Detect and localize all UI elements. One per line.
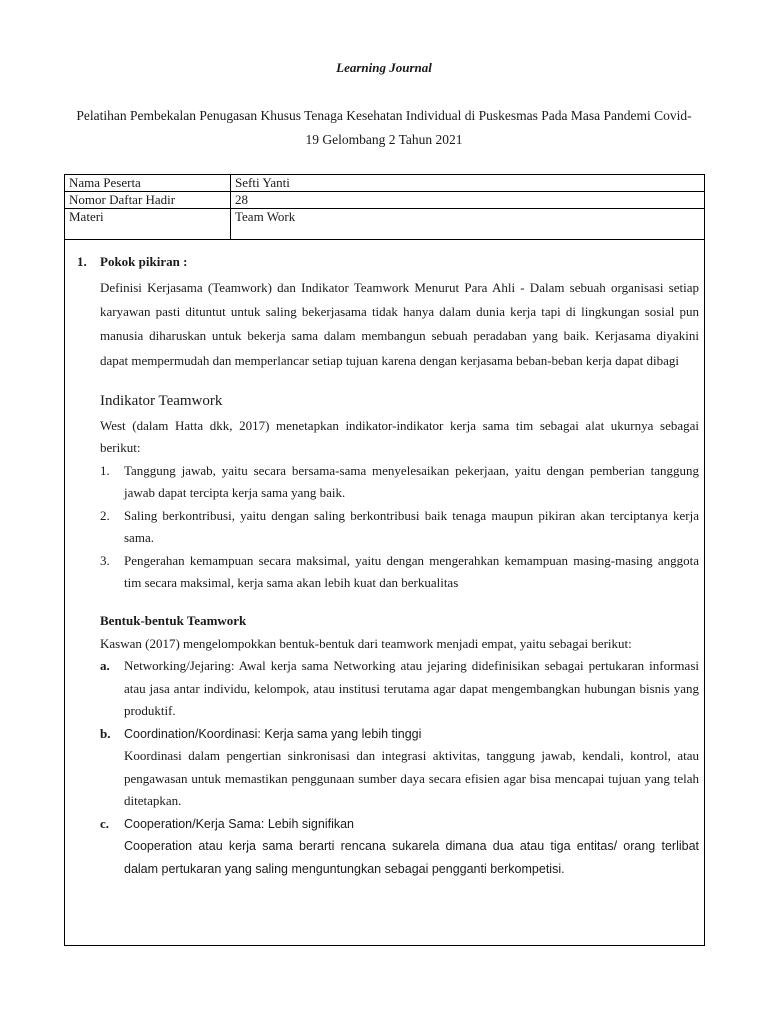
content-body (77, 254, 699, 880)
section-heading (77, 254, 699, 276)
document-title: Learning Journal (336, 60, 432, 75)
table-row (65, 209, 705, 240)
list-item (100, 505, 699, 550)
list-number: 3. (100, 552, 110, 568)
info-label: Nomor Daftar Hadir (65, 192, 231, 209)
list-item (100, 723, 699, 813)
list-letter: b. (100, 725, 111, 741)
list-item (100, 460, 699, 505)
info-value: 28 (231, 192, 705, 209)
list-detail: Cooperation atau kerja sama berarti rencana sukarela dimana dua atau tiga entitas/ orang terlibat dalam pertukaran yang saling menguntungkan sebagai pengganti berkompetisi. (124, 839, 699, 876)
list-letter: c. (100, 815, 110, 831)
list-text: Pengerahan kemampuan secara maksimal, yaitu dengan mengerahkan kemampuan masing-masing anggota tim secara maksimal, kerja sama akan lebih kuat dan berkualitas (124, 552, 699, 591)
content-box (64, 240, 705, 946)
list-item (100, 655, 699, 723)
list-detail: Koordinasi dalam pengertian sinkronisasi dan integrasi aktivitas, tanggung jawab, kendali, kontrol, atau pengawasan untuk memastikan penggunaan sumber daya secara efisien agar bisa mencapai tujuan yang telah ditetapkan. (124, 748, 699, 809)
indikator-intro: West (dalam Hatta dkk, 2017) menetapkan indikator-indikator kerja sama tim sebagai alat ukurnya sebagai berikut: (100, 417, 699, 456)
section-number: 1. (77, 254, 87, 269)
list-text: Saling berkontribusi, yaitu dengan saling berkontribusi baik tenaga maupun pikiran akan terciptanya kerja sama. (124, 507, 699, 546)
info-value: Sefti Yanti (231, 175, 705, 192)
list-text: Coordination/Koordinasi: Kerja sama yang lebih tinggi (124, 726, 422, 741)
list-text: Networking/Jejaring: Awal kerja sama Networking atau jejaring didefinisikan sebagai pertukaran informasi atau jasa antar individu, kelompok, atau institusi terutama agar dapat mengembangkan hubungan bisnis yang produktif. (124, 658, 699, 719)
list-number: 1. (100, 462, 110, 478)
bentuk-block (100, 633, 699, 881)
list-text: Cooperation/Kerja Sama: Lebih signifikan (124, 816, 354, 831)
document-subtitle: Pelatihan Pembekalan Penugasan Khusus Tenaga Kesehatan Individual di Puskesmas Pada Masa Pandemi Covid-19 Gelombang 2 Tahun 2021 (76, 108, 692, 147)
list-letter: a. (100, 658, 110, 674)
indikator-heading: Indikator Teamwork (100, 392, 223, 409)
bentuk-intro: Kaswan (2017) mengelompokkan bentuk-bentuk dari teamwork menjadi empat, yaitu sebagai berikut: (100, 635, 632, 651)
list-item (100, 813, 699, 881)
participant-info-table (64, 174, 705, 240)
list-number: 2. (100, 507, 110, 523)
info-label: Materi (65, 209, 231, 240)
info-label: Nama Peserta (65, 175, 231, 192)
indikator-block (100, 415, 699, 595)
list-text: Tanggung jawab, yaitu secara bersama-sama menyelesaikan pekerjaan, yaitu dengan pemberian tanggung jawab dapat tercipta kerja sama yang baik. (124, 462, 699, 501)
table-row (65, 192, 705, 209)
bentuk-heading: Bentuk-bentuk Teamwork (100, 612, 247, 628)
section-title: Pokok pikiran : (100, 254, 188, 269)
list-item (100, 550, 699, 595)
table-row (65, 175, 705, 192)
section-paragraph: Definisi Kerjasama (Teamwork) dan Indikator Teamwork Menurut Para Ahli - Dalam sebuah organisasi setiap karyawan pasti dituntut untuk saling bekerjasama tidak hanya dalam dunia kerja tapi di lingkungan sosial pun manusia diharuskan untuk bekerja sama dalam membangun sebuah peradaban yang baik. Kerjasama diyakini dapat mempermudah dan memperlancar setiap tujuan karena dengan kerjasama beban-beban kerja dapat dibagi (100, 280, 699, 368)
info-value: Team Work (231, 209, 705, 240)
